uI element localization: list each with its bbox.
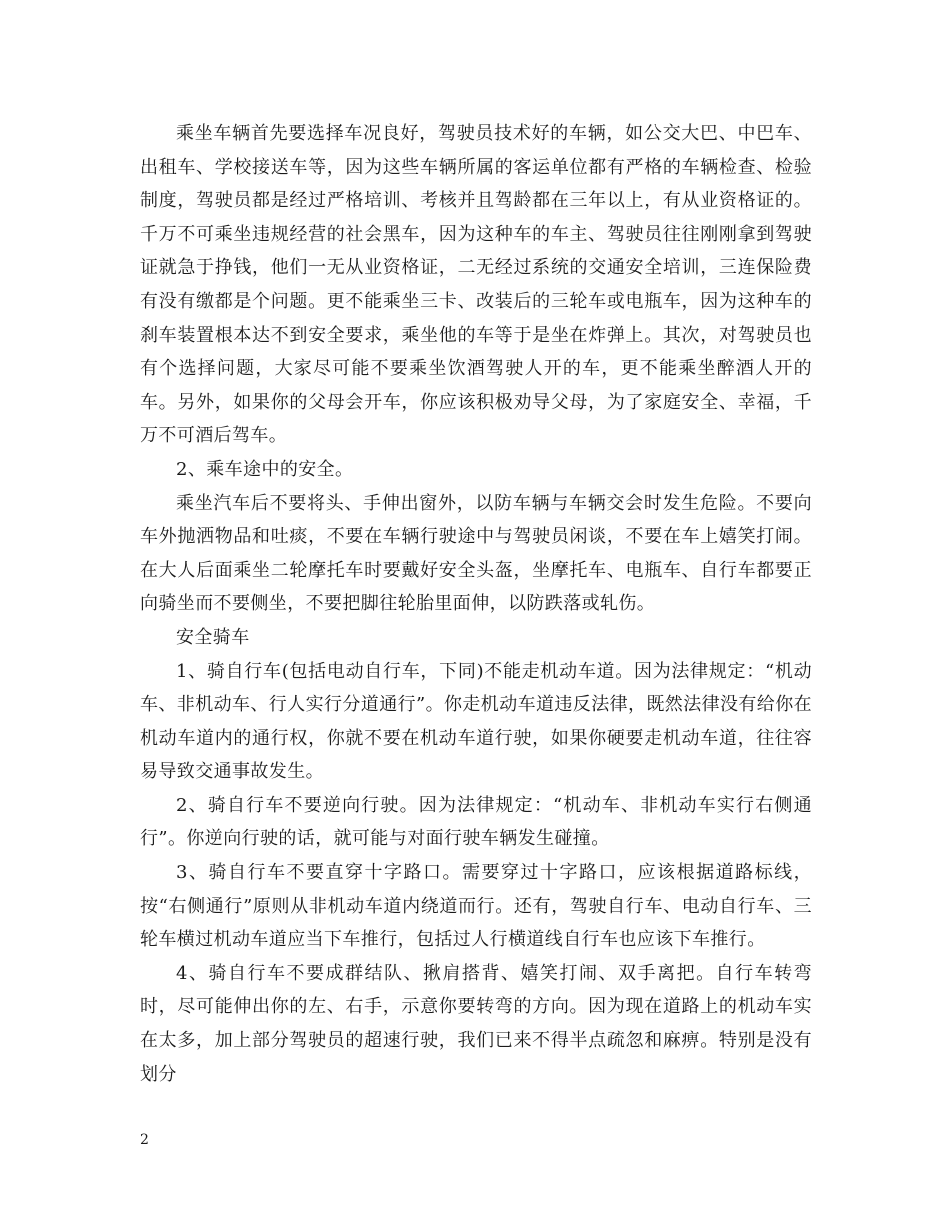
paragraph: 乘坐车辆首先要选择车况良好，驾驶员技术好的车辆，如公交大巴、中巴车、出租车、学校接送车等，因为这些车辆所属的客运单位都有严格的车辆检查、检验制度，驾驶员都是经过严格培训、考核并且驾龄都在三年以上，有从业资格证的。千万不可乘坐违规经营的社会黑车，因为这种车的车主、驾驶员往往刚刚拿到驾驶证就急于挣钱，他们一无从业资格证，二无经过系统的交通安全培训，三连保险费有没有缴都是个问题。更不能乘坐三卡、改装后的三轮车或电瓶车，因为这种车的刹车装置根本达不到安全要求，乘坐他的车等于是坐在炸弹上。其次，对驾驶员也有个选择问题，大家尽可能不要乘坐饮酒驾驶人开的车，更不能乘坐醉酒人开的车。另外，如果你的父母会开车，你应该积极劝导父母，为了家庭安全、幸福，千万不可酒后驾车。 — [140, 123, 812, 447]
paragraph: 2、乘车途中的安全。 — [176, 458, 354, 480]
paragraph: 乘坐汽车后不要将头、手伸出窗外，以防车辆与车辆交会时发生危险。不要向车外抛洒物品和吐痰，不要在车辆行驶途中与驾驶员闲谈，不要在车上嬉笑打闹。在大人后面乘坐二轮摩托车时要戴好安全头盔，坐摩托车、电瓶车、自行车都要正向骑坐而不要侧坐，不要把脚往轮胎里面伸，以防跌落或轧伤。 — [140, 492, 812, 615]
page-number: 2 — [140, 1132, 149, 1148]
body-text — [140, 117, 812, 1091]
paragraph: 3、骑自行车不要直穿十字路口。需要穿过十字路口，应该根据道路标线，按“右侧通行”原则从非机动车道内绕道而行。还有，驾驶自行车、电动自行车、三轮车横过机动车道应当下车推行，包括过人行横道线自行车也应该下车推行。 — [140, 862, 812, 951]
paragraph: 1、骑自行车(包括电动自行车，下同)不能走机动车道。因为法律规定：“机动车、非机动车、行人实行分道通行”。你走机动车道违反法律，既然法律没有给你在机动车道内的通行权，你就不要在机动车道行驶，如果你硬要走机动车道，往往容易导致交通事故发生。 — [140, 660, 812, 783]
section-heading: 安全骑车 — [176, 626, 250, 648]
paragraph: 2、骑自行车不要逆向行驶。因为法律规定：“机动车、非机动车实行右侧通行”。你逆向行驶的话，就可能与对面行驶车辆发生碰撞。 — [140, 794, 812, 850]
paragraph: 4、骑自行车不要成群结队、揪肩搭背、嬉笑打闹、双手离把。自行车转弯时，尽可能伸出你的左、右手，示意你要转弯的方向。因为现在道路上的机动车实在太多，加上部分驾驶员的超速行驶，我们已来不得半点疏忽和麻痹。特别是没有划分 — [140, 962, 812, 1085]
